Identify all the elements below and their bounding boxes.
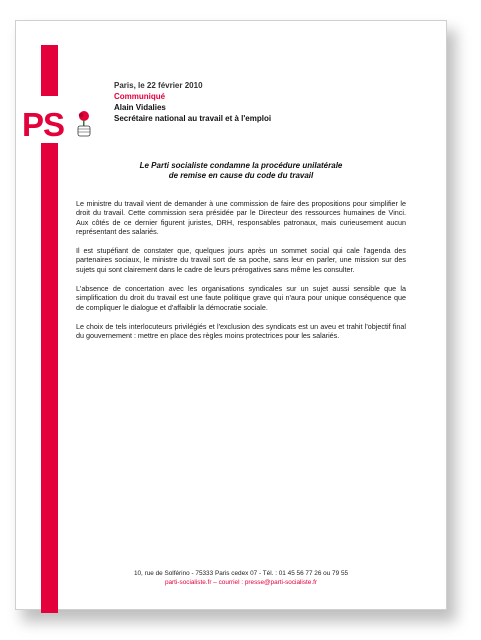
document-kind: Communiqué [114, 92, 166, 101]
body-text [76, 199, 406, 351]
header-block [114, 80, 271, 124]
paragraph-4: Le choix de tels interlocuteurs privilégiés et l'exclusion des syndicats est un aveu et trahit l'objectif final du gouvernement : mettre en place des règles moins protectrices pour les salariés. [76, 321, 406, 341]
red-bar-top [41, 45, 58, 96]
footer [76, 569, 406, 587]
press-title [76, 161, 406, 181]
document-page [15, 20, 447, 610]
ps-logo-text: PS [22, 106, 65, 143]
date-line: Paris, le 22 février 2010 [114, 81, 203, 90]
red-bar-bottom [41, 143, 58, 613]
paragraph-3: L'absence de concertation avec les organisations syndicales sur un sujet aussi sensible que la simplification du droit du travail est une faute politique grave qui n'aura pour unique conséquence que de compliquer le dialogue et d'affaiblir la démocratie sociale. [76, 284, 406, 312]
press-title-line-2: de remise en cause du code du travail [168, 171, 314, 180]
paragraph-1: Le ministre du travail vient de demander à une commission de faire des propositions pour simplifier le droit du travail. Cette commission sera présidée par le Directeur des ressources humaines de Vinci. Aux côtés de ce dernier figurent juristes, DRH, responsables patronaux, mais curieusement aucun représentant des salariés. [76, 199, 406, 236]
author-role: Secrétaire national au travail et à l'emploi [114, 114, 272, 123]
footer-links: parti-socialiste.fr – courriel : presse@parti-socialiste.fr [164, 579, 318, 586]
footer-address: 10, rue de Solférino - 75333 Paris cedex 07 - Tél. : 01 45 56 77 26 ou 79 55 [133, 570, 349, 577]
press-title-line-1: Le Parti socialiste condamne la procédure unilatérale [139, 161, 343, 170]
author-name: Alain Vidalies [114, 103, 166, 112]
ps-logo [22, 108, 64, 141]
paragraph-2: Il est stupéfiant de constater que, quelques jours après un sommet social qui cale l'agenda des partenaires sociaux, le ministre du travail sort de sa poche, sans leur en parler, une mission sur des sujets qui sont clairement dans le cadre de leurs prérogatives sans même les consulter. [76, 246, 406, 274]
